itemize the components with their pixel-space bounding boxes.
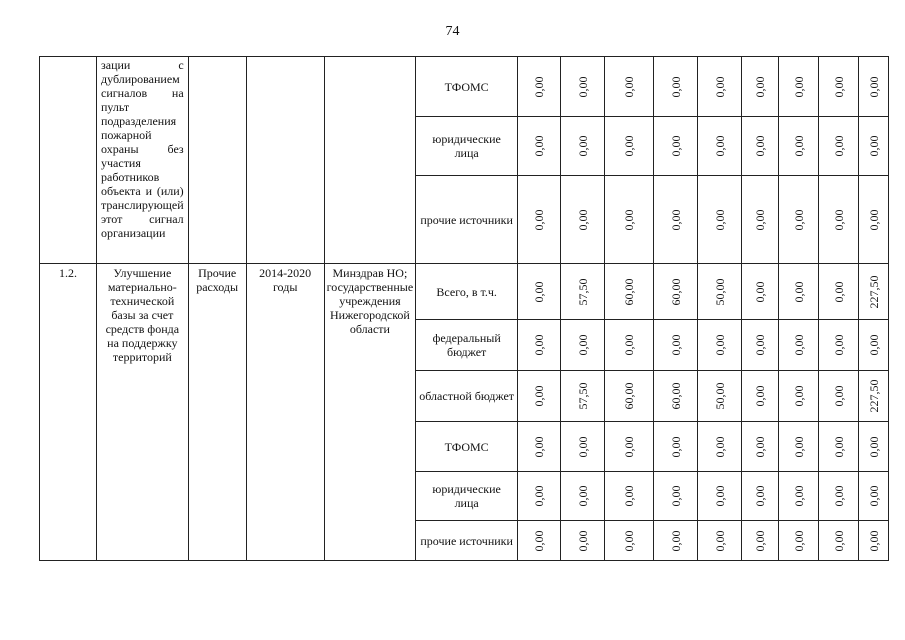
value-cell	[561, 57, 605, 117]
value-cell	[518, 472, 561, 521]
value-cell	[742, 176, 779, 264]
value-cell	[654, 320, 698, 371]
value-cell	[698, 422, 742, 472]
value-cell	[561, 320, 605, 371]
value-cell	[698, 320, 742, 371]
funding-source-cell: прочие источники	[416, 176, 518, 264]
value-text: 0,00	[532, 436, 547, 457]
value-cell	[561, 521, 605, 561]
value-text: 0,00	[831, 76, 846, 97]
value-text: 0,00	[622, 485, 637, 507]
value-text: 0,00	[575, 209, 590, 230]
value-cell	[859, 57, 889, 117]
value-text: 0,00	[622, 135, 637, 157]
value-text: 0,00	[532, 135, 547, 157]
value-cell	[819, 117, 859, 176]
value-text: 0,00	[753, 385, 768, 407]
value-text: 0,00	[791, 485, 806, 507]
item-description-cell: зации с дублированием сигналов на пульт подразделения пожарной охраны без участия работников объекта и (или) транслирующей этот сигнал организации	[97, 57, 189, 264]
value-cell	[698, 57, 742, 117]
value-text: 0,00	[622, 334, 637, 356]
value-cell	[605, 371, 654, 422]
table-row	[40, 264, 889, 320]
funding-source-cell: ТФОМС	[416, 57, 518, 117]
value-text: 60,00	[622, 278, 637, 305]
value-text: 0,00	[753, 135, 768, 157]
value-cell	[605, 521, 654, 561]
period-cell: 2014-2020 годы	[246, 264, 324, 561]
value-text: 0,00	[866, 209, 881, 230]
value-cell	[654, 117, 698, 176]
value-text: 0,00	[575, 485, 590, 507]
value-text: 57,50	[575, 278, 590, 305]
value-cell	[518, 371, 561, 422]
funding-source-cell: прочие источники	[416, 521, 518, 561]
value-text: 0,00	[831, 485, 846, 507]
value-cell	[859, 521, 889, 561]
value-cell	[605, 422, 654, 472]
value-text: 0,00	[668, 436, 683, 457]
value-text: 0,00	[668, 209, 683, 230]
value-text: 0,00	[791, 385, 806, 407]
value-cell	[698, 264, 742, 320]
value-text: 0,00	[575, 436, 590, 457]
value-cell	[779, 320, 819, 371]
value-text: 60,00	[668, 382, 683, 410]
value-text: 0,00	[712, 334, 727, 356]
funding-source-cell: Всего, в т.ч.	[416, 264, 518, 320]
value-cell	[518, 422, 561, 472]
value-cell	[561, 422, 605, 472]
value-cell	[654, 264, 698, 320]
value-text: 0,00	[532, 485, 547, 507]
value-text: 0,00	[866, 334, 881, 356]
value-cell	[605, 117, 654, 176]
value-cell	[698, 117, 742, 176]
value-cell	[561, 117, 605, 176]
value-cell	[698, 371, 742, 422]
value-text: 0,00	[622, 76, 637, 97]
value-cell	[742, 117, 779, 176]
value-text: 0,00	[668, 485, 683, 507]
value-text: 0,00	[668, 530, 683, 551]
value-text: 60,00	[668, 278, 683, 305]
value-text: 0,00	[791, 436, 806, 457]
value-text: 0,00	[668, 334, 683, 356]
value-cell	[561, 264, 605, 320]
value-text: 0,00	[866, 485, 881, 507]
value-cell	[654, 57, 698, 117]
value-text: 50,00	[712, 278, 727, 305]
value-text: 0,00	[575, 334, 590, 356]
value-text: 0,00	[532, 530, 547, 551]
value-text: 0,00	[866, 76, 881, 97]
value-cell	[779, 472, 819, 521]
value-cell	[859, 371, 889, 422]
value-cell	[654, 472, 698, 521]
value-cell	[654, 521, 698, 561]
value-cell	[819, 521, 859, 561]
value-cell	[779, 117, 819, 176]
value-cell	[819, 320, 859, 371]
value-cell	[518, 176, 561, 264]
value-cell	[819, 472, 859, 521]
value-cell	[859, 264, 889, 320]
value-cell	[518, 117, 561, 176]
value-text: 0,00	[831, 530, 846, 551]
value-cell	[779, 57, 819, 117]
value-text: 0,00	[791, 334, 806, 356]
value-text: 0,00	[712, 135, 727, 157]
funding-source-cell: юридические лица	[416, 117, 518, 176]
program-table	[39, 56, 889, 561]
funding-source-cell: областной бюджет	[416, 371, 518, 422]
value-text: 0,00	[791, 281, 806, 302]
value-cell	[561, 371, 605, 422]
value-cell	[779, 422, 819, 472]
value-text: 0,00	[753, 485, 768, 507]
value-text: 0,00	[532, 334, 547, 356]
value-cell	[742, 371, 779, 422]
value-text: 0,00	[575, 135, 590, 157]
value-text: 0,00	[753, 436, 768, 457]
value-text: 0,00	[791, 209, 806, 230]
value-cell	[819, 176, 859, 264]
funding-source-cell: юридические лица	[416, 472, 518, 521]
value-text: 0,00	[712, 485, 727, 507]
value-cell	[742, 521, 779, 561]
value-cell	[819, 371, 859, 422]
value-text: 0,00	[668, 135, 683, 157]
value-cell	[518, 264, 561, 320]
value-text: 0,00	[831, 334, 846, 356]
value-cell	[698, 472, 742, 521]
value-cell	[819, 264, 859, 320]
value-cell	[605, 472, 654, 521]
value-cell	[779, 521, 819, 561]
value-text: 0,00	[622, 436, 637, 457]
value-cell	[654, 176, 698, 264]
value-text: 60,00	[622, 382, 637, 410]
value-cell	[859, 320, 889, 371]
value-text: 0,00	[866, 436, 881, 457]
value-text: 50,00	[712, 382, 727, 410]
value-text: 0,00	[712, 436, 727, 457]
value-text: 0,00	[622, 530, 637, 551]
value-cell	[561, 176, 605, 264]
value-text: 0,00	[831, 209, 846, 230]
value-text: 0,00	[532, 76, 547, 97]
value-cell	[779, 371, 819, 422]
executor-cell: Минздрав НО; государственные учреждения Нижегородской области	[324, 264, 415, 561]
value-text: 0,00	[712, 530, 727, 551]
value-cell	[819, 57, 859, 117]
value-cell	[698, 176, 742, 264]
value-text: 0,00	[712, 76, 727, 97]
item-number-cell: 1.2.	[40, 264, 97, 561]
value-cell	[742, 57, 779, 117]
value-cell	[654, 371, 698, 422]
value-text: 0,00	[831, 385, 846, 407]
value-cell	[605, 320, 654, 371]
value-cell	[605, 57, 654, 117]
period-cell	[246, 57, 324, 264]
value-text: 0,00	[532, 385, 547, 407]
value-cell	[859, 422, 889, 472]
value-text: 0,00	[866, 530, 881, 551]
value-text: 0,00	[753, 530, 768, 551]
value-cell	[561, 472, 605, 521]
value-text: 0,00	[831, 135, 846, 157]
value-text: 0,00	[753, 281, 768, 302]
value-text: 0,00	[791, 135, 806, 157]
value-cell	[859, 176, 889, 264]
value-cell	[605, 264, 654, 320]
value-cell	[742, 472, 779, 521]
value-text: 0,00	[831, 436, 846, 457]
value-text: 0,00	[791, 530, 806, 551]
value-cell	[779, 176, 819, 264]
value-text: 0,00	[866, 135, 881, 157]
value-cell	[518, 57, 561, 117]
page-number: 74	[445, 24, 460, 39]
table-row	[40, 57, 889, 117]
value-cell	[518, 320, 561, 371]
value-text: 0,00	[791, 76, 806, 97]
executor-cell	[324, 57, 415, 264]
item-description-cell: Улучшение материально-технической базы за счет средств фонда на поддержку территорий	[97, 264, 189, 561]
value-cell	[518, 521, 561, 561]
value-text: 227,50	[866, 379, 881, 413]
value-cell	[819, 422, 859, 472]
value-text: 0,00	[532, 209, 547, 230]
value-text: 0,00	[831, 281, 846, 302]
value-text: 0,00	[753, 209, 768, 230]
item-number-cell	[40, 57, 97, 264]
value-cell	[779, 264, 819, 320]
funding-source-cell: федеральный бюджет	[416, 320, 518, 371]
value-text: 0,00	[532, 281, 547, 302]
value-cell	[742, 422, 779, 472]
value-text: 0,00	[668, 76, 683, 97]
value-text: 0,00	[575, 530, 590, 551]
expense-type-cell: Прочие расходы	[188, 264, 246, 561]
expense-type-cell	[188, 57, 246, 264]
value-text: 0,00	[753, 334, 768, 356]
value-text: 57,50	[575, 382, 590, 410]
value-cell	[742, 264, 779, 320]
value-cell	[698, 521, 742, 561]
value-cell	[605, 176, 654, 264]
value-text: 0,00	[575, 76, 590, 97]
funding-source-cell: ТФОМС	[416, 422, 518, 472]
value-text: 227,50	[866, 275, 881, 308]
value-cell	[859, 117, 889, 176]
value-cell	[859, 472, 889, 521]
value-text: 0,00	[622, 209, 637, 230]
value-cell	[654, 422, 698, 472]
value-text: 0,00	[753, 76, 768, 97]
value-text: 0,00	[712, 209, 727, 230]
value-cell	[742, 320, 779, 371]
